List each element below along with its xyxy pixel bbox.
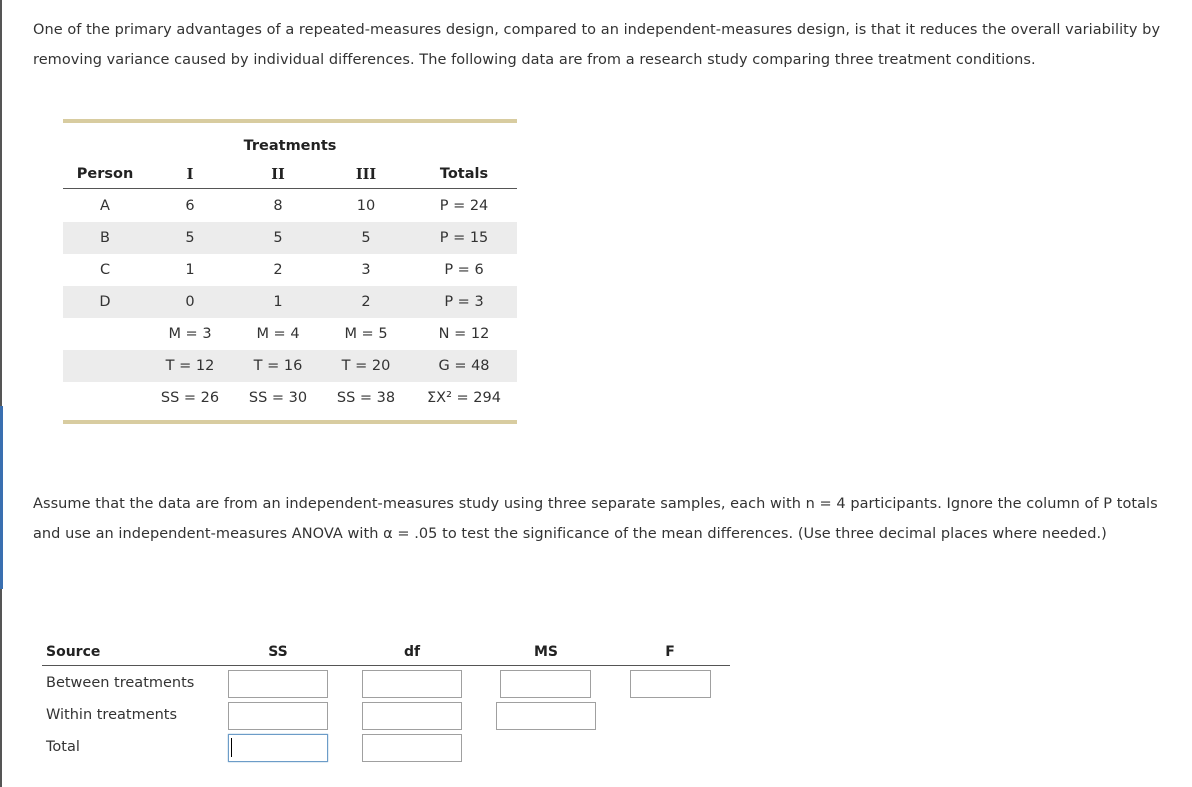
table-cell: 5 bbox=[273, 230, 283, 246]
mean-value: M = 5 bbox=[344, 326, 388, 342]
table-cell: 0 bbox=[185, 294, 195, 310]
anova-header-ss: SS bbox=[268, 644, 288, 660]
column-header-person: Person bbox=[76, 166, 134, 182]
anova-header-df: df bbox=[403, 644, 421, 660]
mean-value: M = 3 bbox=[168, 326, 212, 342]
total-ss-field[interactable] bbox=[228, 734, 328, 762]
ss-value: SS = 38 bbox=[336, 390, 396, 406]
mean-value: M = 4 bbox=[256, 326, 300, 342]
table-cell: 2 bbox=[361, 294, 371, 310]
table-bottom-rule bbox=[63, 420, 517, 424]
person-total: P = 24 bbox=[439, 198, 489, 214]
person-label: B bbox=[100, 230, 110, 246]
column-header-totals: Totals bbox=[439, 166, 489, 182]
person-total: P = 6 bbox=[444, 262, 484, 278]
treatments-header: Treatments bbox=[243, 138, 337, 154]
row-label-total: Total bbox=[46, 739, 80, 755]
person-label: D bbox=[99, 294, 111, 310]
sum-x-squared: ΣX² = 294 bbox=[427, 390, 501, 406]
anova-header-ms: MS bbox=[533, 644, 558, 660]
total-n: N = 12 bbox=[438, 326, 490, 342]
f-ratio-input[interactable] bbox=[630, 670, 711, 698]
treatment-total: T = 12 bbox=[165, 358, 215, 374]
table-cell: 5 bbox=[185, 230, 195, 246]
table-cell: 3 bbox=[361, 262, 371, 278]
treatment-total: T = 20 bbox=[341, 358, 391, 374]
between-ms-input[interactable] bbox=[500, 670, 591, 698]
within-ss-input[interactable] bbox=[228, 702, 328, 730]
page-left-accent bbox=[0, 406, 3, 589]
table-cell: 2 bbox=[273, 262, 283, 278]
total-ss-input[interactable] bbox=[228, 734, 328, 762]
table-cell: 1 bbox=[185, 262, 195, 278]
text-cursor bbox=[231, 738, 232, 757]
page-left-border bbox=[0, 0, 2, 787]
treatment-total: T = 16 bbox=[253, 358, 303, 374]
total-df-input[interactable] bbox=[362, 734, 462, 762]
table-cell: 8 bbox=[273, 198, 283, 214]
column-header-treatment-1: I bbox=[186, 166, 194, 183]
ss-value: SS = 30 bbox=[248, 390, 308, 406]
question-paragraph: Assume that the data are from an independent-measures study using three separate samples, each with n = 4 participants. Ignore the column of P totals and use an independent-measures ANOVA with α = .05 to test the significance of the mean differences. (Use three decimal places where needed.) bbox=[33, 496, 1158, 542]
table-cell: 1 bbox=[273, 294, 283, 310]
grand-total: G = 48 bbox=[438, 358, 490, 374]
column-header-treatment-3: III bbox=[355, 166, 377, 183]
table-cell: 5 bbox=[361, 230, 371, 246]
table-cell: 10 bbox=[356, 198, 376, 214]
anova-header-f: F bbox=[665, 644, 675, 660]
intro-paragraph: One of the primary advantages of a repeated-measures design, compared to an independent-measures design, is that it reduces the overall variability by removing variance caused by individual differences. The following data are from a research study comparing three treatment conditions. bbox=[33, 22, 1161, 68]
ss-value: SS = 26 bbox=[160, 390, 220, 406]
anova-header-source: Source bbox=[46, 644, 101, 660]
header-underline bbox=[63, 188, 517, 189]
person-label: A bbox=[100, 198, 110, 214]
column-header-treatment-2: II bbox=[271, 166, 285, 183]
between-ss-input[interactable] bbox=[228, 670, 328, 698]
anova-header-underline bbox=[42, 665, 730, 666]
data-table bbox=[63, 119, 517, 426]
person-total: P = 3 bbox=[444, 294, 484, 310]
person-total: P = 15 bbox=[439, 230, 489, 246]
row-label-within: Within treatments bbox=[46, 707, 178, 723]
table-cell: 6 bbox=[185, 198, 195, 214]
person-label: C bbox=[99, 262, 111, 278]
within-df-input[interactable] bbox=[362, 702, 462, 730]
anova-table bbox=[42, 640, 732, 770]
between-df-input[interactable] bbox=[362, 670, 462, 698]
row-label-between: Between treatments bbox=[46, 675, 195, 691]
table-top-rule bbox=[63, 119, 517, 123]
within-ms-input[interactable] bbox=[496, 702, 596, 730]
